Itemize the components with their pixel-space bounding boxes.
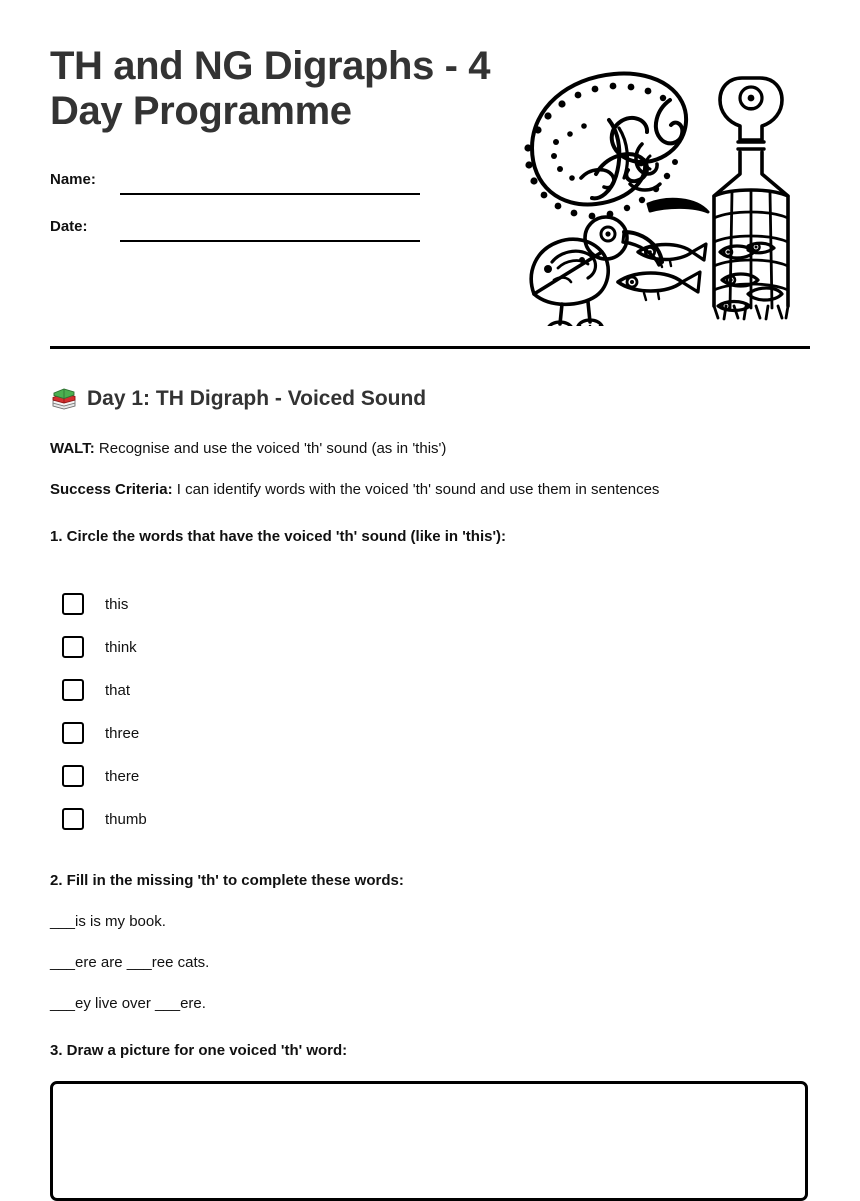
word-checkbox[interactable] — [62, 636, 84, 658]
list-item[interactable] — [50, 712, 810, 755]
day-section-heading — [50, 385, 810, 412]
word-checkbox[interactable] — [62, 679, 84, 701]
walt-text: Recognise and use the voiced 'th' sound (as in 'this') — [98, 440, 447, 457]
worksheet-content — [50, 385, 810, 1201]
header-divider — [50, 346, 810, 349]
name-field-input-line[interactable] — [120, 193, 420, 195]
success-criteria-line — [50, 479, 810, 501]
question2-sentence[interactable]: ___ere are ___ree cats. — [50, 953, 210, 971]
list-item[interactable] — [50, 755, 810, 798]
word-label: think — [105, 638, 137, 656]
page-title: TH and NG Digraphs - 4 Day Programme — [50, 44, 491, 133]
question3-heading: 3. Draw a picture for one voiced 'th' word: — [50, 1041, 348, 1059]
day-section-heading-text: Day 1: TH Digraph - Voiced Sound — [87, 386, 427, 410]
success-criteria-text: I can identify words with the voiced 'th' sound and use them in sentences — [176, 480, 660, 498]
word-label: that — [105, 681, 131, 699]
question2-sentence[interactable]: ___is is my book. — [50, 912, 166, 930]
word-label: three — [105, 724, 140, 742]
walt-label: WALT: — [50, 440, 95, 457]
books-icon — [50, 385, 77, 412]
word-checkbox[interactable] — [62, 722, 84, 744]
maori-pacific-line-art — [510, 56, 810, 326]
word-label: this — [105, 595, 129, 613]
word-label: there — [105, 767, 140, 785]
student-fields — [50, 164, 450, 258]
name-field-row — [50, 164, 450, 211]
word-checkbox[interactable] — [62, 593, 84, 615]
date-field-input-line[interactable] — [120, 240, 420, 242]
question1-heading: 1. Circle the words that have the voiced 'th' sound (like in 'this'): — [50, 527, 507, 545]
drawing-area[interactable] — [50, 1081, 808, 1201]
word-checkbox[interactable] — [62, 808, 84, 830]
list-item[interactable] — [50, 669, 810, 712]
name-field-label: Name: — [50, 171, 96, 188]
worksheet-header — [50, 44, 810, 329]
question2-sentence[interactable]: ___ey live over ___ere. — [50, 994, 206, 1012]
word-label: thumb — [105, 810, 147, 828]
list-item[interactable] — [50, 626, 810, 669]
success-criteria-label: Success Criteria: — [50, 480, 173, 498]
list-item[interactable] — [50, 583, 810, 626]
word-checkbox[interactable] — [62, 765, 84, 787]
list-item[interactable] — [50, 798, 810, 841]
date-field-row — [50, 211, 450, 258]
date-field-label: Date: — [50, 218, 88, 235]
walt-line — [50, 438, 810, 460]
question1-word-list — [50, 583, 810, 841]
question2-heading: 2. Fill in the missing 'th' to complete these words: — [50, 871, 404, 889]
